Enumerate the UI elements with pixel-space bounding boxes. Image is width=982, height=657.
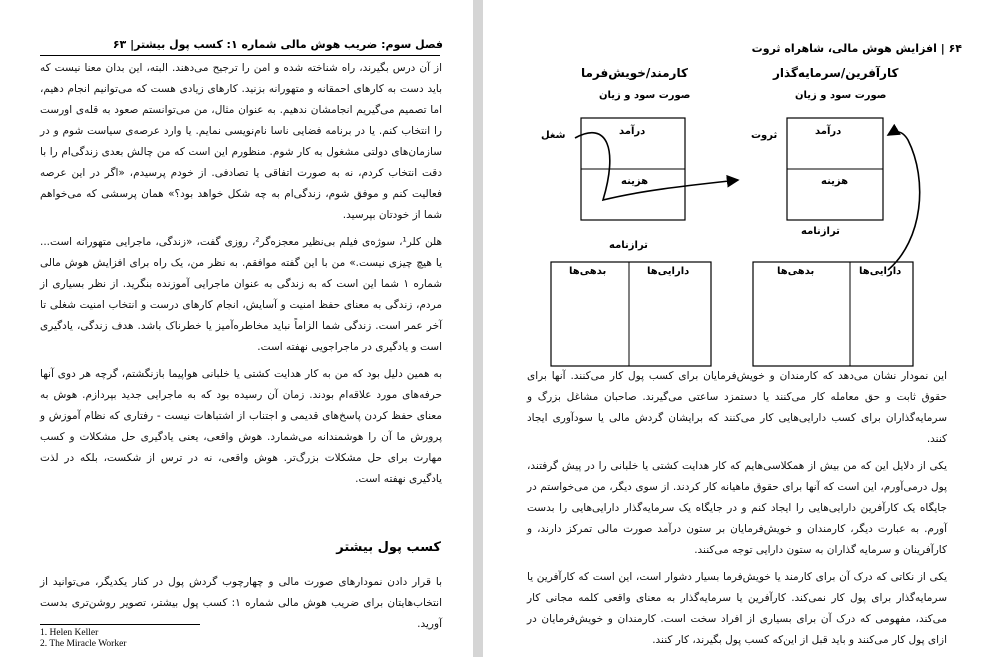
paragraph: یکی از نکاتی که درک آن برای کارمند یا خویش‌فرما بسیار دشوار است، این است که کارآفرین یا سرمایه‌گذار برای پول کار نمی‌کند. کارآفرین یا سرمایه‌گذار به معنای واقعی کلمه مجانی کار می‌کند، مفهومی که درک آن برای بسیاری از افراد سخت است. کارمندان و خویش‌فرمایان در ازای پول کار می‌کنند و باید قبل از این‌که کسب پول بگیرند، کار کنند. (527, 571, 947, 646)
paragraph: یکی از دلایل این که من بیش از همکلاسی‌هایم که کار هدایت کشتی یا خلبانی را در پیش گرفتند، پول درمی‌آورم، این است که آنها برای حقوق ماهیانه کار کردند. از سوی دیگر، من می‌خواستم در جایگاه یک کارآفرین دارایی‌هایی را ایجاد کنم و در جایگاه یک سرمایه‌گذار دارایی‌هایی را بدست آورم. به عبارت دیگر، کارمندان و خویش‌فرمایان بر ستون درآمد صورت مالی تمرکز دارند، و کارآفرینان و سرمایه گذاران به ستون دارایی توجه می‌کنند. (527, 460, 947, 556)
left-subtitle: صورت سود و زیان (599, 90, 691, 101)
wealth-label: ثروت (751, 130, 778, 141)
footnote-1: 1. Helen Keller (40, 628, 99, 638)
footnotes (40, 628, 126, 650)
left-expense-label: هزینه (621, 176, 649, 187)
left-balance-label: ترازنامه (609, 240, 648, 251)
left-assets-label: دارایی‌ها (647, 266, 690, 277)
left-body-text (40, 58, 442, 496)
right-expense-label: هزینه (821, 176, 849, 187)
right-subtitle: صورت سود و زیان (795, 90, 887, 101)
job-to-expense-arrow (575, 133, 738, 200)
paragraph: این نمودار نشان می‌دهد که کارمندان و خویش‌فرمایان برای کسب پول کار می‌کنند. آنها برای حقوق ثابت و حق معامله کار می‌کنند یا دستمزد ساعتی می‌گیرند. صاحبان مشاغل بزرگ و سرمایه‌گذاران برای کسب دارایی‌هایی کار می‌کنند که برایشان گردش مالی یا سودآوری ایجاد کنند. (527, 370, 947, 445)
paragraph: هلن کلر¹، سوژه‌ی فیلم بی‌نظیر معجزه‌گر²، روزی گفت، «زندگی، ماجرایی متهورانه است... یا هیچ چیزی نیست.» من با این گفته موافقم. به نظر من، یک راه برای افزایش هوش مالی شماره ۱ شما این است که به زندگی به عنوان ماجرایی آموزنده بنگرید. از نظر بسیاری از مردم، زندگی به معنای حفظ امنیت و آسایش، انجام کارهای درست و انتخاب امنیت شغلی تا آخر عمر است. زندگی شما الزاماً نباید مخاطره‌آمیز یا خطرناک باشد. هدف زندگی، یادگیری است و یادگیری در ماجراجویی نهفته است. (40, 236, 442, 353)
header-rule-left (40, 55, 440, 56)
running-head-left: فصل سوم: ضریب هوش مالی شماره ۱: کسب پول بیشتر| ۶۳ (112, 38, 443, 51)
right-liabilities-label: بدهی‌ها (777, 266, 815, 277)
right-title: کارآفرین/سرمایه‌گذار (773, 66, 899, 80)
section-heading: کسب پول بیشتر (336, 540, 441, 555)
left-liabilities-label: بدهی‌ها (569, 266, 607, 277)
left-title: کارمند/خویش‌فرما (581, 66, 688, 80)
page-gutter (473, 0, 483, 657)
right-balance-sheet-box (753, 262, 913, 366)
footnote-rule (40, 624, 200, 625)
final-paragraph: با قرار دادن نمودارهای صورت مالی و چهارچوب گردش پول در کنار یکدیگر، می‌توانید از انتخاب‌هایتان برای ضریب هوش مالی شماره ۱: کسب پول بیشتر، تصویر روشن‌تری بدست آورید. (40, 576, 442, 630)
assets-to-income-arrow (888, 132, 920, 270)
running-head-right: ۶۴ | افزایش هوش مالی، شاهراه ثروت (751, 42, 962, 55)
footnote-2: 2. The Miracle Worker (40, 639, 127, 649)
diagram-lines (483, 0, 982, 370)
paragraph: از آن درس بگیرند، راه شناخته شده و امن را ترجیح می‌دهند. البته، این بدان معنا نیست که باید دست به کارهای احمقانه و متهورانه بزنید. کارهای زیادی هست که می‌توانیم انجام دهیم، اما تصمیم می‌گیریم انجامشان ندهیم. به عنوان مثال، من می‌توانستم صعود به قله‌ی اورست را انتخاب کنم. یا در برنامه فضایی ناسا نام‌نویسی نمایم. یا وارد عرصه‌ی سیاست شوم و در سازمان‌های دولتی مشغول به کار شوم. منظورم این است که من چالش بعدی زندگی‌ام را با دقت انتخاب کردم، نه به صورت اتفاقی یا تصادفی. از خودم پرسیدم، «اگر در این عرصه فعالیت کنم و موفق شوم، زندگی‌ام به چه شکل خواهد بود؟» همان پرسشی که می‌خواهم شما از خودتان بپرسید. (40, 62, 442, 221)
left-page (0, 0, 473, 657)
right-assets-label: دارایی‌ها (859, 266, 902, 277)
cashflow-diagram (483, 0, 982, 370)
left-balance-sheet-box (551, 262, 711, 366)
left-income-label: درآمد (619, 126, 646, 137)
right-body-text (527, 366, 947, 657)
right-income-label: درآمد (815, 126, 842, 137)
paragraph: به همین دلیل بود که من به کار هدایت کشتی یا خلبانی هواپیما بازنگشتم، گرچه هر دوی آنها حرفه‌های مورد علاقه‌ام بودند. زمان آن رسیده بود که به ماجرایی جدید بپردازم. هوش به معنای حفظ کردن پاسخ‌های قدیمی و اجتناب از اشتباهات نیست - رفتاری که نظام آموزش و پرورش ما آن را هوشمندانه می‌شمارد. هوش واقعی، یعنی یادگیری حل مشکلات و کسب مهارت برای حل مشکلات بزرگ‌تر. هوش واقعی، نه در ترس از شکست، بلکه در لذت یادگیری نهفته است. (40, 368, 442, 485)
right-balance-label: ترازنامه (801, 226, 840, 237)
right-page (483, 0, 982, 657)
job-label: شغل (541, 130, 566, 141)
